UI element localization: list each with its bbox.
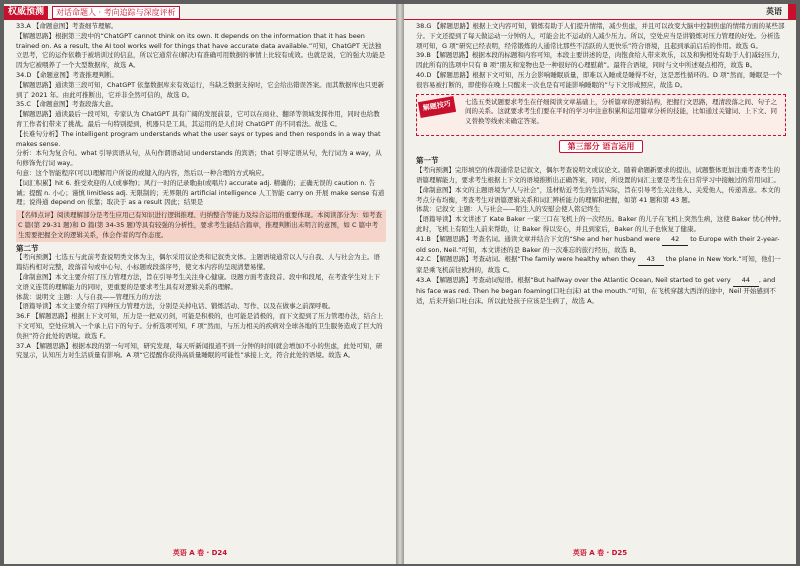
answer-39: 39.B 【解题思路】根据本段的标题和内容可知，本段主要讲述的是，肉饱食给人带来欢乐，以及和狗相处有助于人们减轻压力，因此所有的选项中只有 B 项“朋友和宠物也是一种很好的心理慰藉”。最符合语境，同时与文中所述观点相符，故选 B。 (416, 51, 784, 70)
long-sentence: 【长难句分析】The intelligent program understands what the user says or types and then responds in a way that makes sense. (16, 129, 381, 148)
vocabulary: 【词汇积累】hit 6. 推受欢迎的人(或事物)；风行一时的记录歌曲(或唱片) accurate adj. 精确的；正确无误的 caution n. 告诫；提醒 n. 小心；谨慎 limitless adj. 无限制的；无界限的 artificial intelligence 人工智能 carry on 开展 make sense 有道理；说得通 depend on 依靠；取决于 as a result 因此；结果是 (16, 178, 385, 207)
part-3-heading (416, 140, 786, 154)
answer-33-analysis: 【解题思路】根据第三段中的“ChatGPT cannot think on its own. It depends on the information that it has been trained on. As a result, the AI tool works well for things that have accurate data available.”可知，ChatGPT 无法独立思考，它的运作依赖于被培训过的信息，所以它通常在(解决)有准确可用数据的事情上比较有成效。也就是说，它的强大功能是因为它被喂养了一个大型数据库，故选 A。 (16, 31, 386, 70)
blank-43: 43 (638, 255, 664, 266)
header-subtitle: 对话命题人 · 考向追踪与深度评析 (52, 6, 180, 19)
tip-box (416, 94, 786, 136)
left-page-header (4, 4, 396, 20)
header-rule (4, 19, 396, 20)
left-body (16, 22, 386, 361)
answer-42 (416, 255, 786, 276)
header-stripe (788, 4, 796, 20)
answer-37: 37.A 【解题思路】根据本段的第一句可知，研究发现，每天听新闻报道不到一分钟的时间(就会增加)不小的焦虑，此处可知，研究显示，认知压力对生活质量有影响。A 项“它提醒你获得高质量睡眠的可能性”承接上文，符合此处的语境。故选 A。 (16, 341, 383, 360)
answer-42-pre: 42.C 【解题思路】考查动词。根据“The family were healthy when they (416, 255, 638, 264)
right-body (416, 22, 786, 306)
right-page-number: 英语 A 卷 · D25 (572, 549, 628, 557)
answer-42-post: the plane in New York.”可知，他们一家是乘飞机前往欧洲的，故选 C。 (416, 255, 781, 275)
cloze-trend: 【考向预测】完形填空的体裁通常是记叙文，偶尔考查说明文或议论文。随着命题新要求的提出，试题整体更加注重考查考生的语篇理解能力，要求考生根据上下文的语境推断出正确答案，同时，所设置的词汇主要是考生在日常学习中接触过的常用词汇。 (416, 166, 780, 184)
answer-41-pre: 41.B 【解题思路】考查名词。通读文章并结合下文的“She and her husband were (416, 234, 663, 243)
teacher-comment: 【名师点评】阅读理解部分是考生应用已有知识进行逻辑推理、归纳整合等能力及综合运用的重要体现。本阅读部分为：如考查 C 篇(第 29-31 题)和 D 篇(第 34-35 题)等具有较强的分析性，要求考生能结合篇章，推理判断出未明言的意图，如 C 篇中考生需要把握全文的逻辑关系，体会作者的写作态度。 (16, 210, 386, 241)
part-3-title: 第三部分 语言运用 (559, 140, 644, 154)
answer-43-post: , and his face was red. Then he began foaming(口吐白沫) at the mouth.”可知，在飞机穿越大西洋的途中，Neil 开始感到不适，后来开始口吐白沫。所以此处孩子应该是生病了，故选 A。 (416, 275, 776, 305)
answer-40: 40.D 【解题思路】根据下文可知，压力会影响睡眠质量，即难以入睡或是睡得不好，这是恶性循环的。D 项“然而，睡眠是一个很容易被打断的，即使你在晚上只醒来一次也是有可能影响睡眠的”与下文形成照应，故选 D。 (416, 70, 782, 89)
left-page (4, 4, 396, 564)
blank-44: 44 (733, 276, 759, 287)
cloze-genre: 体裁：记叙文 主题：人与社会——陌生人的安慰会使人铭记终生 (416, 205, 601, 214)
answer-43-pre: 43.A 【解题思路】考查动词短语。根据“But halfway over the Atlantic Ocean, Neil started to get very (416, 275, 733, 284)
answer-35-analysis: 【解题思路】通读最后一段可知，专家认为 ChatGPT 具有广阔的发展前景，它可以在商业、翻译等领域发挥作用，同时也给教育工作者们带来了挑战。最后一句特别提到，机器只是工具，其运用的是人们对 ChatGPT 的不同看法。故选 C。 (16, 110, 380, 128)
answer-41-post: to Europe with their 2-year-old son, Neil.”可知，本文讲述的是 Baker 的一次难忘的旅行经历，故选 B。 (416, 234, 780, 254)
design-intent: 【命制意图】本文主要介绍了压力管理方法，旨在引导考生关注身心健康。设题方面考查段首、段中和段尾，在考查学生对上下文语义连贯的理解能力的同时，更重要的是要求考生具有对逻辑关系的理解。 (16, 272, 380, 291)
trend-forecast: 【考向预测】七选五与此前考查说明类文体为主，偶尔采用议论类和记叙类文体。主题语境通常以人与自我、人与社会为主。语篇结构相对完整，段落首句或中心句、小标题或段落序号，使文本内容的呈现清楚易懂。 (16, 253, 380, 272)
sentence-analysis: 分析：本句为复合句。what 引导宾语从句，从句作谓语动词 understands 的宾语；that 引导定语从句，先行词为 a way，从句修饰先行词 way。 (16, 149, 382, 168)
header-rule-right (404, 19, 796, 20)
cloze-guide: 【语篇导读】本文讲述了 Kate Baker 一家三口在飞机上的一次经历。Baker 的儿子在飞机上突然生病，这使 Baker 忧心忡忡。此时，飞机上有陌生人前来帮助，让 Baker 得以安心，并且到家后，Baker 的儿子也恢复了健康。 (416, 215, 786, 233)
book-gutter (396, 4, 404, 564)
sentence-meaning: 句意：这个智能程序(可以)理解用户所说的或键入的内容，然后以一种合理的方式响应。 (16, 168, 269, 177)
answer-35-title: 35.C 【命题意图】考查段落大意。 (16, 100, 118, 109)
genre-theme: 体裁：说明文 主题：人与自我——管理压力的方法 (16, 292, 162, 301)
answer-36: 36.F 【解题思路】根据上下文可知，压力是一把双刃剑，可能是积极的，也可能是消极的，而下文提到了压力管理办法，结合上下文可知，空处应填入一个承上启下的句子。分析选项可知，F 项“然而，与压力相关的疾病对全球各地的卫生服务造成了巨大的负担”符合此处的语境。故选 F。 (16, 312, 384, 340)
left-page-number: 英语 A 卷 · D24 (172, 549, 228, 557)
answer-38: 38.G 【解题思路】根据上文内容可知，锻炼有助于人们提升情绪，减少焦虑，并且可以改变大脑中控制焦虑的情绪方面的某些部分。下文还提到了每天做运动一分钟的人，可能会比不运动的人减少压力。所以，空处应当是讲锻炼对压力管理的好处。分析选项可知，G 项“研究已经表明，经常锻炼的人通常比那些不活跃的人更快乐”符合语境，且起到承前启后的作用。故选 G。 (416, 22, 785, 50)
answer-43 (416, 276, 786, 306)
subject-label: 英语 (766, 7, 782, 16)
answer-34-analysis: 【解题思路】通读第三段可知，ChatGPT 依靠数据库来有效运行，当缺乏数据支持时，它会给出错误答案。而其数据库也只更新到了 2021 年。由此可推断出，它并非全然可信的，故选 D。 (16, 80, 385, 99)
tip-text: 七选五类试题要求考生在仔细阅读文章基础上，分析篇章的逻辑结构，把握行文思路，理清段落之间、句子之间的关系。这就要求考生们要在平时的学习中注意积累和运用篇章分析的技能，比如通过关键词、上下文、同义替换等线索来确定答案。 (465, 97, 777, 126)
left-footer (4, 540, 396, 559)
right-page (404, 4, 796, 564)
right-footer (404, 540, 796, 559)
brand-badge: 权威预测 (4, 6, 48, 19)
blank-42: 42 (662, 235, 688, 246)
section-1-title: 第一节 (416, 156, 439, 166)
section-2-title: 第二节 (16, 243, 39, 253)
answer-33-title: 33.A 【命题意图】考查细节理解。 (16, 22, 118, 30)
passage-guide: 【语篇导读】本文主要介绍了四种压力管理方法，分别是关掉电话、锻炼活动、写作、以及在做事之前深呼吸。 (16, 302, 335, 311)
right-page-header (404, 4, 796, 20)
tip-badge: 解题技巧 (418, 96, 456, 118)
cloze-intent: 【命制意图】本文的主题语境为“人与社会”，选材贴近考生的生活实际，旨在引导考生关注他人、关爱他人，传递善意。本文的考点分布均衡，考查考生对语篇逻辑关系和词汇辨析能力的理解和把握，如第 41 题和第 43 题。 (416, 185, 781, 204)
answer-41 (416, 235, 786, 256)
answer-34-title: 34.D 【命题意图】考查推理判断。 (16, 70, 118, 79)
